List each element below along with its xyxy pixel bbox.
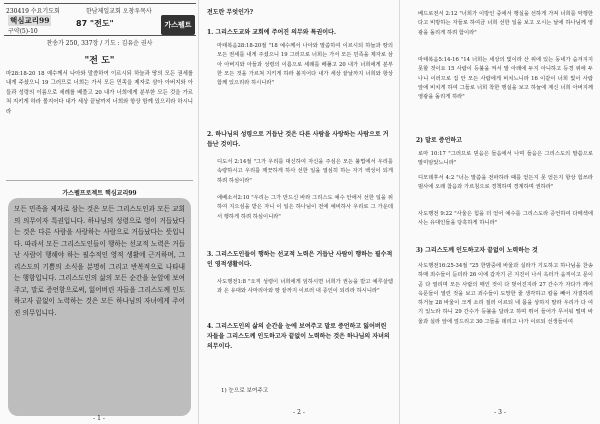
sub-3-heading: 3) 그리스도께 인도하고자 끝없이 노력하는 것 [416, 247, 538, 254]
sermon-title: "전 도" [84, 56, 115, 66]
point-3-heading: 3. 그리스도인들이 행하는 선교적 노력은 거듭난 사람이 행하는 필수적인 영적생활이다. [207, 251, 393, 268]
verse-2timothy: 디모데후서 4:2 "너는 말씀을 전파하라 때를 얻든지 못 얻든지 항상 힘쓰라 범사에 오래 참음과 가르침으로 경책하며 경계하며 권하라" [418, 175, 593, 191]
series-part: 구약(5)-10 [8, 28, 38, 35]
scripture-text: 마28:18-20 18 예수께서 나아와 말씀하여 이르시되 하늘과 땅의 모든 권세를 내게 주셨으니 19 그러므로 너희는 가서 모든 민족을 제자로 삼아 아버지와 아들과 성령의 이름으로 세례를 베풀고 20 내가 너희에게 분부한 모든 것을 가르쳐 지키게 하라 볼지어다 내가 세상 끝날까지 너희와 항상 함께 있으리라 하시니라 [6, 71, 193, 115]
point-4-heading: 4. 그리스도인의 삶의 순간을 눈에 보여주고 말로 증언하고 잃어버린 자들을 그리스도께 인도하고자 끝없이 노력하는 것은 하나님의 자녀의 의무이다. [207, 323, 390, 350]
gospel-project-logo: 가스펠트 [161, 15, 195, 35]
summary-box: 모든 민족을 제자로 삼는 것은 모든 그리스도인과 모든 교회의 의무이자 특권입니다. 하나님의 성령으로 영이 거듭났다는 것은 다른 사람을 사랑하는 사람으로 거듭났다는 뜻입니다. 따라서 모든 그리스도인들이 행하는 선교적 노력은 거듭난 사람이 행해야 하는 필수적인 영적 생활에 근거하며, 그리스도의 기쁨의 소식을 분명히 그리고 반복적으로 나타내는 행함입니다. 그리스도인의 삶의 모든 순간을 눈앞에 보여주고, 말로 증언함으로써, 잃어버린 자들을 그리스도께 인도하고자 끝없이 노력하는 것은 모든 하나님의 자녀에게 주어진 의무입니다. [8, 198, 191, 416]
page-number: - 1 - [93, 415, 105, 422]
point-2-heading: 2. 하나님의 성령으로 거듭난 것은 다른 사람을 사랑하는 사람으로 거듭난 것이다. [207, 131, 389, 148]
verse-matthew: 마태복음5:14-16 "14 너희는 세상의 빛이라 산 위에 있는 동네가 숨겨지지 못할 것이요 15 사람이 등불을 켜서 말 아래에 두지 아니하고 등경 위에 두나니 이러므로 집 안 모든 사람에게 비치느니라 16 이같이 너희 빛이 사람 앞에 비치게 하여 그들로 너희 착한 행실을 보고 하늘에 계신 너희 아버지께 영광을 돌리게 하라" [418, 57, 593, 101]
point-3-text: 사도행전1:8 "오직 성령이 너희에게 임하시면 너희가 권능을 받고 예루살렘과 온 유대와 사마리아와 땅 끝까지 이르러 내 증인이 되리라 하시니라" [217, 279, 393, 295]
verse-romans: 로마 10:17 "그러므로 믿음은 들음에서 나며 들음은 그리스도의 말씀으로 말미암았느니라" [418, 151, 593, 167]
page-number: - 2 - [293, 409, 305, 416]
sermon-number: 87 "전도" [76, 19, 114, 28]
point-4-sub-1: 1) 눈으로 보여주고 [221, 388, 269, 394]
page-3 [400, 0, 600, 424]
page-2 [199, 0, 400, 424]
church-name: 한남제일교회 오창우목사 [86, 8, 152, 15]
sub-2-heading: 2) 말로 증언하고 [416, 137, 462, 144]
page-1 [0, 0, 199, 424]
summary-heading: 가스펠프로젝트 핵심교리99 [62, 190, 137, 197]
divider [6, 180, 193, 181]
page-number: - 3 - [494, 409, 506, 416]
series-title: 핵심교리99 [10, 16, 50, 25]
point-1-heading: 1. 그리스도교와 교회에 주어진 의무와 특권이다. [207, 29, 336, 36]
bulletin-header [4, 3, 196, 36]
point-2-text-b: 에베소서2:10 "우리는 그가 만드신 바라 그리스도 예수 안에서 선한 일을 위하여 지으심을 받은 자니 이 일은 하나님이 전에 예비하사 우리로 그 가운데서 행하게 하려 하심이니라" [217, 195, 393, 220]
verse-1peter: 베드로전서 2:12 "너희가 이방인 중에서 행실을 선하게 가져 너희를 악행한다고 비방하는 자들로 하여금 너희 선한 일을 보고 오시는 날에 하나님께 영광을 돌리게 하려 함이라" [418, 11, 593, 36]
point-2-text-a: 디도서 2:14절 "그가 우리를 대신하여 자신을 주심은 모든 불법에서 우리를 속량하시고 우리를 깨끗하게 하사 선한 일을 열심히 하는 자기 백성이 되게 하려 하심이라" [217, 159, 393, 184]
verse-acts-9: 사도행전 9:22 "사울은 힘을 더 얻어 예수를 그리스도라 증언하여 다메섹에 사는 유대인들을 당혹하게 하니라" [418, 211, 593, 227]
point-1-text: 마태복음28:18-20절 "18 예수께서 나아와 말씀하여 이르시되 하늘과 땅의 모든 권세를 내게 주셨으니 19 그러므로 너희는 가서 모든 민족을 제자로 삼아 아버지와 아들과 성령의 이름으로 세례를 베풀고 20 내가 너희에게 분부한 모든 것을 가르쳐 지키게 하라 볼지어다 내가 세상 끝날까지 너희와 항상 함께 있으리라 하시니라" [217, 43, 393, 87]
hymn-prayer-line: 찬송가 250, 337장 / 기도 : 김유순 권사 [46, 40, 153, 47]
question-heading: 전도란 무엇인가? [207, 9, 254, 16]
verse-acts-16: 사도행전16:25-34절 "25 한밤중에 바울과 실라가 기도하고 하나님을 찬송하매 죄수들이 듣더라 26 이에 갑자기 큰 지진이 나서 옥터가 움직이고 문이 곧 다 열리며 모든 사람의 매인 것이 다 벗어진지라 27 간수가 자다가 깨어 옥문들이 열린 것을 보고 죄수들이 도망한 줄 생각하고 칼을 빼어 자결하려 하거늘 28 바울이 크게 소리 질러 이르되 네 몸을 상하지 말라 우리가 다 여기 있노라 하니 29 간수가 등불을 달라고 하며 뛰어 들어가 무서워 떨며 바울과 실라 앞에 엎드리고 30 그들을 데리고 나가 이르되 선생들이여 [418, 263, 593, 325]
service-date: 230419 수요기도회 [6, 8, 60, 15]
